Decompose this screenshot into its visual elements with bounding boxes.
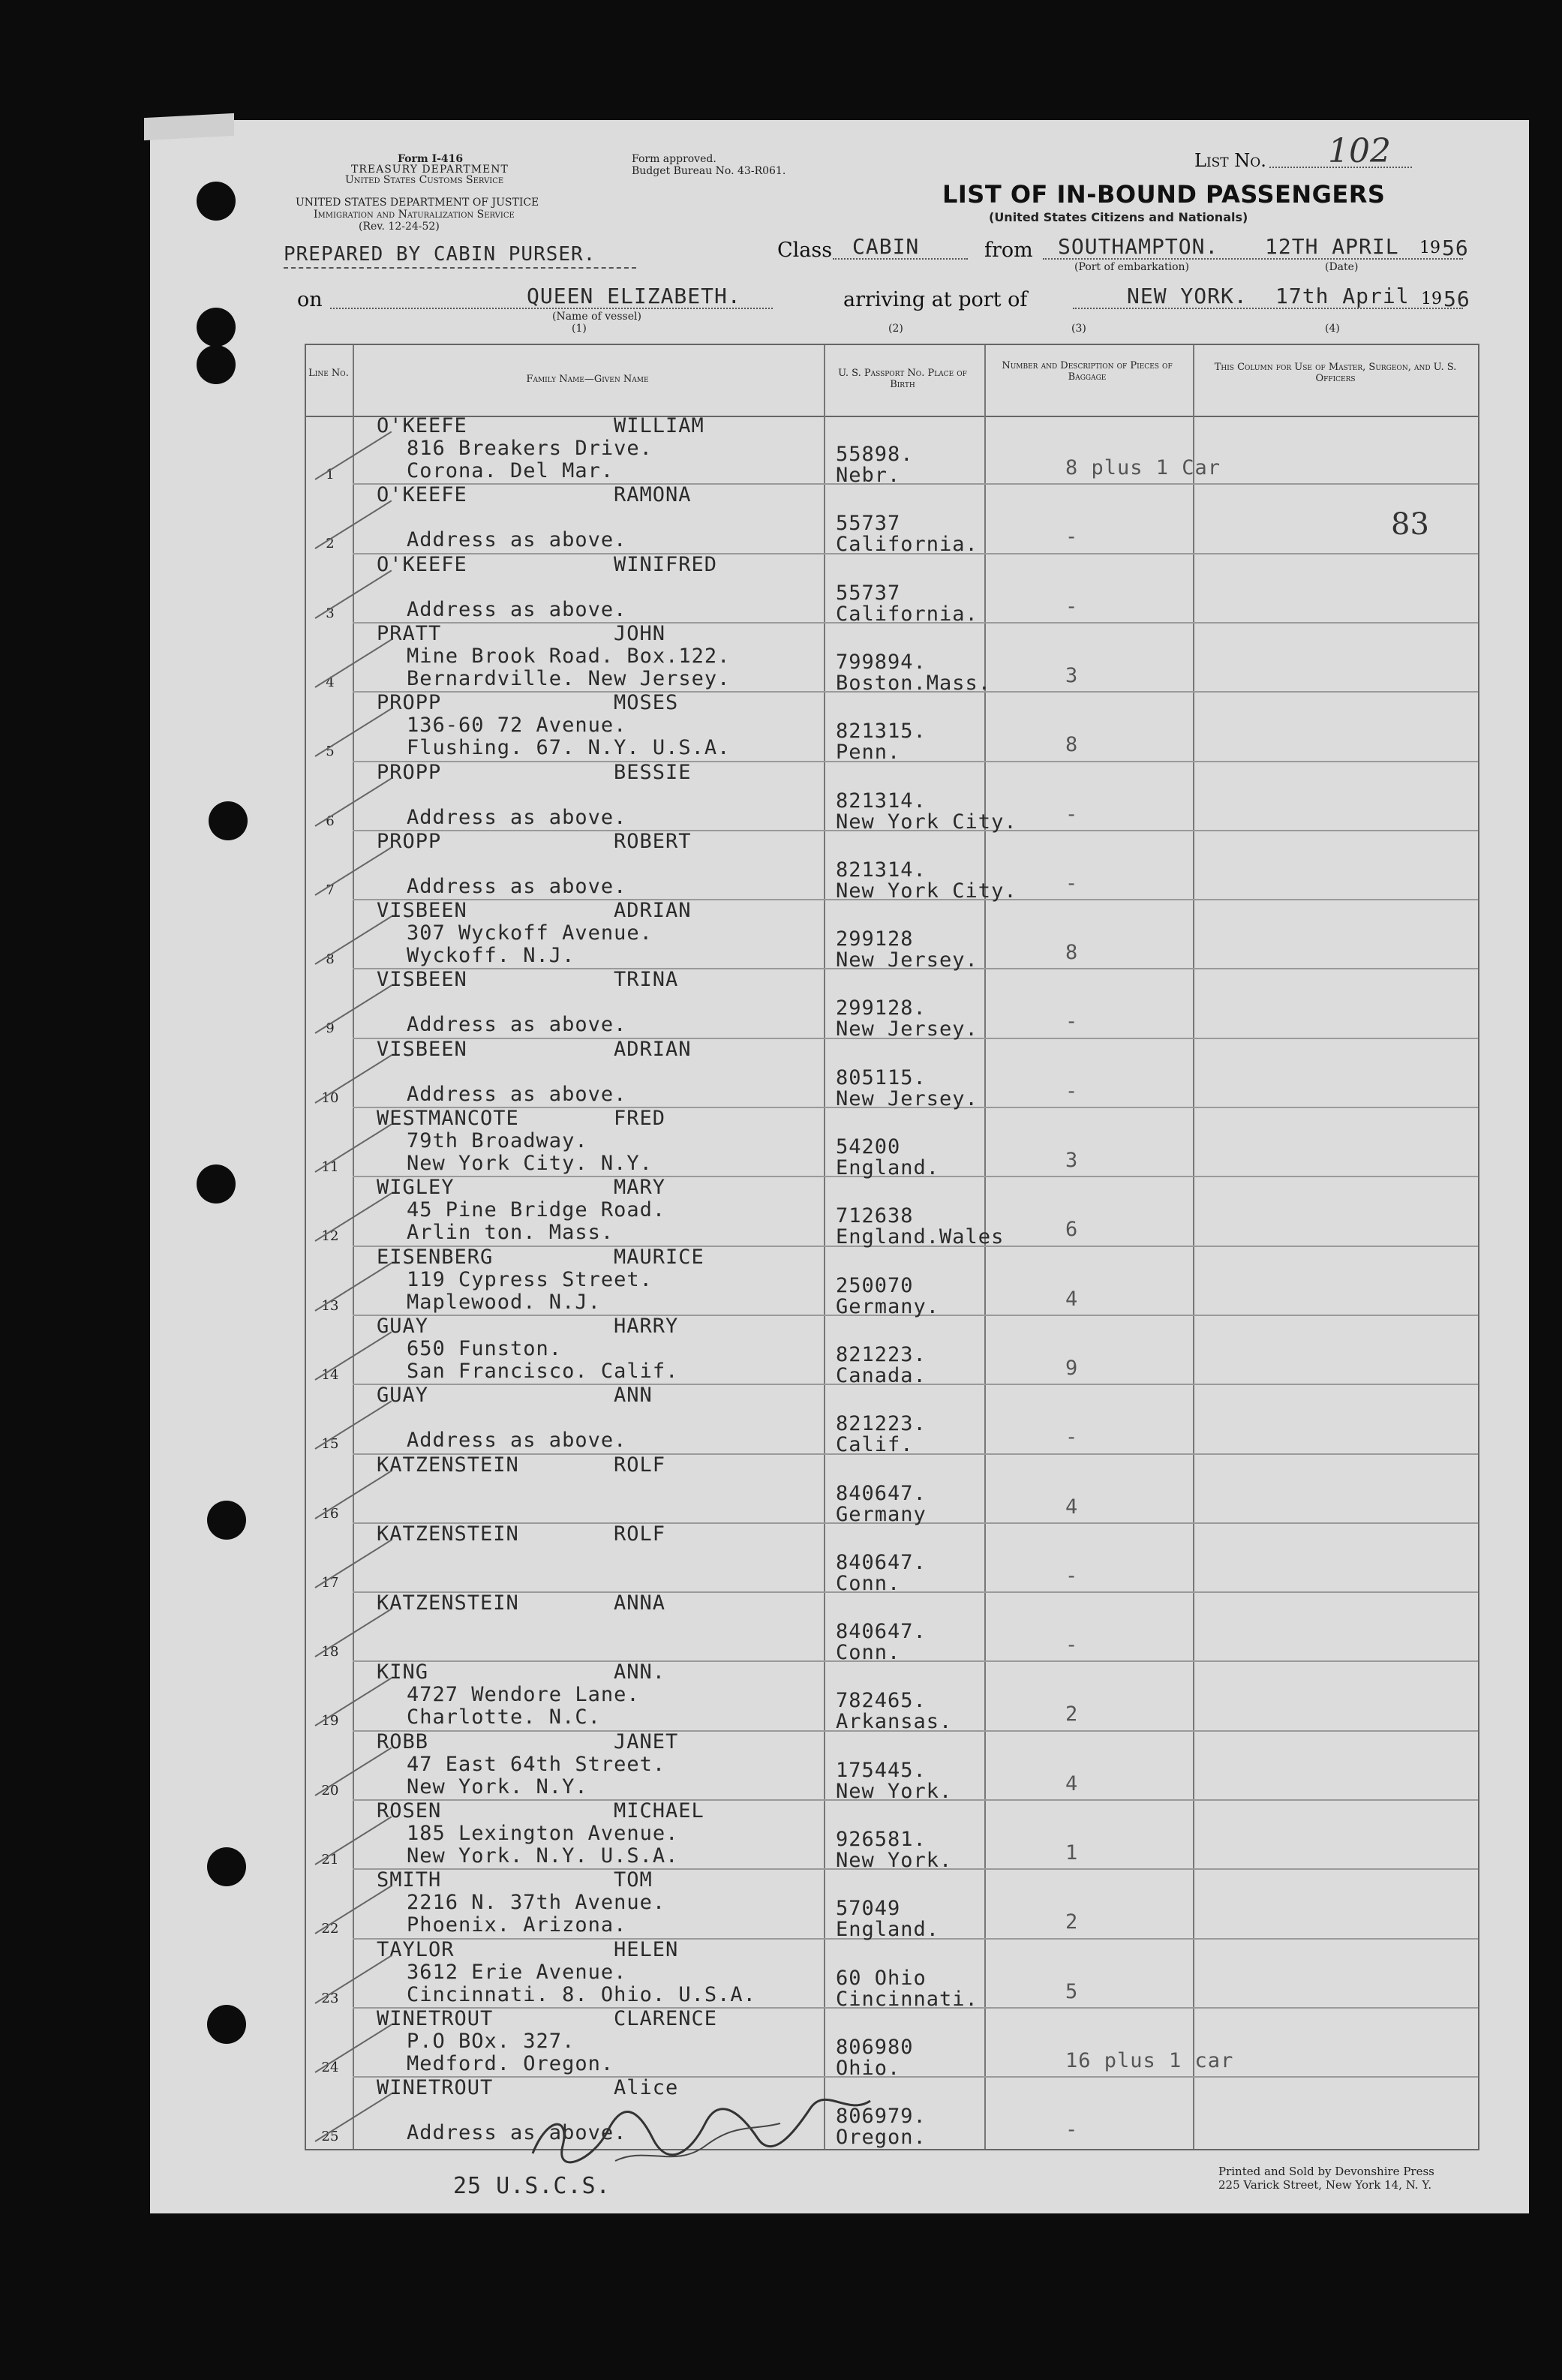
arriving-label: arriving at port of [843,288,1028,311]
place-of-birth: California. [836,533,978,557]
baggage-count: 2 [1065,1702,1079,1726]
family-name: KATZENSTEIN [377,1522,519,1546]
baggage-count: - [1065,1633,1079,1657]
row-number: 15 [321,1436,339,1453]
row-number: 7 [326,882,335,898]
header-rule [306,416,1478,417]
col-divider-line [353,345,354,2149]
family-name: O'KEEFE [377,552,467,576]
printer-line2: 225 Varick Street, New York 14, N. Y. [1218,2178,1432,2192]
binder-hole [207,1847,246,1886]
given-name: ANN [614,1384,653,1408]
address-line2: New York. N.Y. U.S.A. [407,1844,679,1868]
place-of-birth: Cincinnati. [836,1987,978,2011]
baggage-count: 3 [1065,1149,1079,1172]
address-line2: Cincinnati. 8. Ohio. U.S.A. [407,1982,756,2006]
family-name: O'KEEFE [377,483,467,507]
row-number: 23 [321,1990,339,2006]
given-name: ROBERT [614,829,692,853]
family-name: ROSEN [377,1799,442,1823]
passport-number: 299128 [836,927,914,951]
row-number: 16 [321,1505,339,1522]
address-line1: 79th Broadway. [407,1129,588,1152]
row-number: 22 [321,1921,339,1937]
place-of-birth: New York City. [836,879,1017,903]
family-name: WINETROUT [377,2076,494,2100]
passenger-count: 25 U.S.C.S. [453,2173,611,2199]
row-divider [353,1660,1478,1662]
given-name: ANN. [614,1660,666,1684]
family-name: PRATT [377,621,442,645]
baggage-count: 16 plus 1 car [1065,2048,1234,2072]
binder-hole [197,345,236,384]
address-line1: 307 Wyckoff Avenue. [407,921,653,945]
row-number: 17 [321,1574,339,1591]
vessel-caption: (Name of vessel) [552,311,641,323]
family-name: VISBEEN [377,968,467,992]
header-officers: This Column for Use of Master, Surgeon, and U. S. Officers [1214,362,1457,384]
row-number: 9 [326,1020,335,1037]
side-note: 83 [1391,507,1429,542]
address-line1: 3612 Erie Avenue. [407,1960,627,1984]
family-name: WESTMANCOTE [377,1107,519,1130]
family-name: WINETROUT [377,2006,494,2030]
passport-number: 821314. [836,789,927,813]
baggage-count: - [1065,871,1079,895]
passport-number: 712638 [836,1204,914,1228]
family-name: SMITH [377,1868,442,1892]
address-line1: 45 Pine Bridge Road. [407,1198,666,1222]
address-line2: Wyckoff. N.J. [407,944,575,968]
baggage-count: - [1065,1564,1079,1588]
passport-number: 250070 [836,1273,914,1297]
given-name: WINIFRED [614,552,718,576]
passport-number: 782465. [836,1689,927,1713]
passport-number: 60 Ohio [836,1966,927,1990]
passport-number: 806979. [836,2105,927,2129]
baggage-count: 3 [1065,663,1079,687]
binder-hole [207,2005,246,2044]
baggage-count: 4 [1065,1495,1079,1519]
row-number: 10 [321,1089,339,1106]
col-3-caption: (3) [1071,323,1086,335]
passport-number: 821315. [836,720,927,744]
address-line1: 4727 Wendore Lane. [407,1683,640,1707]
row-number: 14 [321,1366,339,1383]
binder-hole [197,1164,236,1204]
place-of-birth: New Jersey. [836,1017,978,1041]
place-of-birth: Penn. [836,741,901,765]
passport-number: 840647. [836,1481,927,1505]
on-label: on [297,288,323,311]
arriving-value: NEW YORK. [1127,284,1248,308]
address-line1: 2216 N. 37th Avenue. [407,1891,666,1915]
family-name: PROPP [377,760,442,784]
family-name: O'KEEFE [377,414,467,437]
class-value: CABIN [852,234,920,259]
given-name: FRED [614,1107,666,1130]
col-divider-officers [1193,345,1194,2149]
place-of-birth: Germany [836,1502,927,1526]
passport-number: 806980 [836,2035,914,2059]
form-title: LIST OF IN-BOUND PASSENGERS [942,180,1386,209]
passport-number: 54200 [836,1135,901,1158]
family-name: VISBEEN [377,1037,467,1061]
baggage-count: 8 [1065,941,1079,965]
baggage-count: 6 [1065,1218,1079,1242]
row-divider [353,2076,1478,2078]
row-number: 8 [326,951,335,968]
passport-number: 799894. [836,650,927,674]
place-of-birth: Conn. [836,1571,901,1595]
col-2-caption: (2) [888,323,903,335]
col-1-caption: (1) [572,323,587,335]
given-name: BESSIE [614,760,692,784]
address-line2: Maplewood. N.J. [407,1290,601,1314]
row-divider [353,761,1478,762]
family-name: PROPP [377,691,442,715]
passport-number: 821314. [836,858,927,882]
port-embark-caption: (Port of embarkation) [1074,261,1189,273]
address-line1: 650 Funston. [407,1336,563,1360]
place-of-birth: New Jersey. [836,1086,978,1110]
binder-hole [197,182,236,221]
arrival-date: 17th April [1275,284,1410,308]
given-name: JOHN [614,621,666,645]
header-baggage: Number and Description of Pieces of Baggage [1002,360,1173,383]
col-4-caption: (4) [1325,323,1340,335]
family-name: EISENBERG [377,1245,494,1269]
family-name: VISBEEN [377,899,467,923]
address-line2: Address as above. [407,2121,627,2145]
from-value: SOUTHAMPTON. [1058,234,1219,259]
address-line2: Address as above. [407,805,627,829]
given-name: TOM [614,1868,653,1892]
header-line-no: Line No. [308,368,349,379]
place-of-birth: California. [836,602,978,626]
family-name: KATZENSTEIN [377,1591,519,1615]
family-name: GUAY [377,1314,429,1338]
place-of-birth: New York. [836,1779,953,1803]
passport-number: 821223. [836,1342,927,1366]
place-of-birth: Conn. [836,1641,901,1665]
family-name: WIGLEY [377,1176,455,1200]
baggage-count: - [1065,594,1079,618]
baggage-count: 8 plus 1 Car [1065,456,1221,479]
address-line2: Charlotte. N.C. [407,1705,601,1729]
address-line1: 185 Lexington Avenue. [407,1822,679,1845]
row-number: 18 [321,1644,339,1660]
given-name: CLARENCE [614,2006,718,2030]
row-number: 2 [326,536,335,552]
place-of-birth: New York City. [836,810,1017,834]
passport-number: 175445. [836,1758,927,1782]
place-of-birth: Ohio. [836,2056,901,2080]
place-of-birth: Boston.Mass. [836,671,992,695]
place-of-birth: Oregon. [836,2126,927,2150]
row-number: 4 [326,674,335,690]
place-of-birth: Nebr. [836,464,901,487]
family-name: KING [377,1660,429,1684]
baggage-count: 4 [1065,1287,1079,1311]
place-of-birth: England.Wales [836,1225,1005,1249]
baggage-count: 8 [1065,733,1079,757]
given-name: ANNA [614,1591,666,1615]
from-date: 12TH APRIL [1265,234,1399,259]
approval-line1: Form approved. [632,153,716,165]
arrival-year-value: 56 [1443,287,1470,311]
col-divider-passport [824,345,825,2149]
baggage-count: 9 [1065,1356,1079,1380]
agency-justice: UNITED STATES DEPARTMENT OF JUSTICE [296,197,539,209]
from-year-value: 56 [1442,236,1469,260]
passport-number: 55737 [836,581,901,605]
row-number: 13 [321,1297,339,1314]
agency-treasury: TREASURY DEPARTMENT [351,164,509,176]
given-name: RAMONA [614,483,692,507]
address-line1: Mine Brook Road. Box.122. [407,644,731,668]
prepared-underline [284,267,636,269]
address-line2: Corona. Del Mar. [407,459,614,482]
address-line2: New York City. N.Y. [407,1152,653,1175]
place-of-birth: England. [836,1918,940,1942]
baggage-count: - [1065,1079,1079,1103]
address-line2: New York. N.Y. [407,1774,588,1799]
address-line2: Arlin ton. Mass. [407,1221,614,1245]
agency-ins: Immigration and Naturalization Service [314,209,515,221]
baggage-count: 2 [1065,1910,1079,1934]
row-number: 1 [326,467,335,482]
passport-number: 55737 [836,512,901,536]
row-divider [353,483,1478,485]
address-line1: 119 Cypress Street. [407,1267,653,1291]
given-name: WILLIAM [614,414,704,437]
baggage-count: - [1065,802,1079,826]
given-name: ROLF [614,1522,666,1546]
address-line2: Address as above. [407,1082,627,1106]
baggage-count: - [1065,2118,1079,2142]
baggage-count: - [1065,1010,1079,1034]
address-line1: 47 East 64th Street. [407,1752,666,1776]
passport-number: 55898. [836,443,914,466]
given-name: MARY [614,1176,666,1200]
baggage-count: 1 [1065,1841,1079,1865]
family-name: TAYLOR [377,1937,455,1961]
row-number: 25 [321,2129,339,2145]
given-name: JANET [614,1729,679,1753]
form-number: Form I-416 [398,153,464,165]
place-of-birth: New York. [836,1849,953,1872]
family-name: ROBB [377,1729,429,1753]
address-line2: Phoenix. Arizona. [407,1913,627,1937]
row-number: 11 [321,1159,339,1175]
place-of-birth: Calif. [836,1433,914,1457]
binder-hole [209,801,248,840]
given-name: MOSES [614,691,679,715]
address-line2: Address as above. [407,1429,627,1453]
place-of-birth: New Jersey. [836,948,978,972]
prepared-by: PREPARED BY CABIN PURSER. [284,243,596,266]
binder-hole [197,308,236,347]
torn-edge [144,113,234,140]
passport-number: 57049 [836,1897,901,1921]
vessel-value: QUEEN ELIZABETH. [527,284,741,308]
form-revision: (Rev. 12-24-52) [359,221,440,233]
baggage-count: 5 [1065,1979,1079,2003]
address-line2: Address as above. [407,874,627,898]
list-no-label: List No. [1194,150,1266,171]
list-no-value: 102 [1328,132,1391,170]
given-name: HARRY [614,1314,679,1338]
arrival-year-prefix: 19 [1421,290,1442,308]
passport-number: 926581. [836,1828,927,1851]
date-caption: (Date) [1325,261,1359,273]
given-name: Alice [614,2076,679,2100]
given-name: MICHAEL [614,1799,704,1823]
address-line1: 136-60 72 Avenue. [407,714,627,738]
address-line2: San Francisco. Calif. [407,1359,679,1383]
agency-customs: United States Customs Service [345,174,504,186]
row-number: 20 [321,1782,339,1799]
family-name: GUAY [377,1384,429,1408]
place-of-birth: England. [836,1156,940,1179]
family-name: KATZENSTEIN [377,1453,519,1477]
class-label: Class [777,239,833,262]
binder-hole [207,1501,246,1540]
passport-number: 805115. [836,1065,927,1089]
row-number: 3 [326,605,335,621]
baggage-count: - [1065,1426,1079,1450]
passport-number: 840647. [836,1620,927,1644]
row-number: 24 [321,2059,339,2075]
baggage-count: 4 [1065,1771,1079,1796]
row-number: 5 [326,744,335,760]
address-line2: Bernardville. New Jersey. [407,666,731,690]
passport-number: 299128. [836,996,927,1020]
header-passport: U. S. Passport No. Place of Birth [838,368,967,390]
address-line2: Medford. Oregon. [407,2051,614,2075]
given-name: ADRIAN [614,1037,692,1061]
from-label: from [984,239,1033,262]
place-of-birth: Canada. [836,1363,927,1387]
row-number: 6 [326,813,335,829]
address-line1: P.O BOx. 327. [407,2029,575,2053]
printer-line1: Printed and Sold by Devonshire Press [1218,2165,1434,2178]
row-divider [353,1591,1478,1593]
row-divider [353,1453,1478,1455]
form-subtitle: (United States Citizens and Nationals) [989,210,1248,224]
address-line2: Flushing. 67. N.Y. U.S.A. [407,736,731,760]
given-name: MAURICE [614,1245,704,1269]
given-name: HELEN [614,1937,679,1961]
address-line1: 816 Breakers Drive. [407,437,653,460]
passport-number: 840647. [836,1550,927,1574]
approval-line2: Budget Bureau No. 43-R061. [632,165,786,177]
passport-number: 821223. [836,1412,927,1436]
row-number: 12 [321,1228,339,1245]
address-line2: Address as above. [407,1013,627,1037]
address-line2: Address as above. [407,597,627,621]
family-name: PROPP [377,829,442,853]
row-number: 19 [321,1713,339,1729]
place-of-birth: Arkansas. [836,1710,953,1734]
given-name: ADRIAN [614,899,692,923]
given-name: ROLF [614,1453,666,1477]
officer-signature [525,2086,885,2176]
address-line2: Address as above. [407,528,627,552]
row-number: 21 [321,1852,339,1868]
baggage-count: - [1065,525,1079,549]
from-year-prefix: 19 [1419,239,1440,257]
given-name: TRINA [614,968,679,992]
place-of-birth: Germany. [836,1294,940,1318]
header-name: Family Name—Given Name [526,374,649,385]
